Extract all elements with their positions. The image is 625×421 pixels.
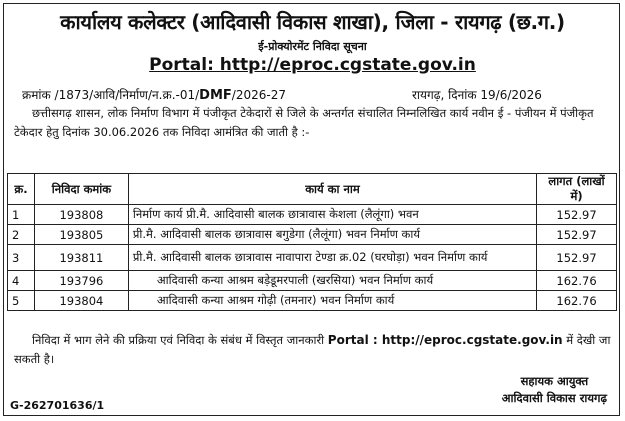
row-work-name: निर्माण कार्य प्री.मै. आदिवासी बालक छात्रावास केशला (लैलूंगा) भवन [128, 205, 536, 225]
row-work-name: प्री.मै. आदिवासी बालक छात्रावास नावापारा टेण्डा क्र.02 (घरघोड़ा) भवन निर्माण कार्य [128, 245, 536, 271]
row-tender-no: 193805 [34, 225, 128, 245]
row-sno: 2 [8, 225, 35, 245]
more-info-paragraph [14, 331, 614, 369]
more-info-text: निविदा में भाग लेने की प्रक्रिया एवं निविदा के संबंध में विस्तृत जानकारी [32, 333, 325, 347]
row-cost: 152.97 [537, 225, 617, 245]
row-tender-no: 193811 [34, 245, 128, 271]
row-tender-no: 193804 [34, 291, 128, 311]
table-row [8, 205, 617, 225]
reference-number-prefix: क्रमांक /1873/आवि/निर्माण/न.क्र.-01/ [22, 88, 200, 102]
reference-place-date: रायगढ़, दिनांक 19/6/2026 [412, 88, 542, 102]
row-work-name: आदिवासी कन्या आश्रम गोढ़ी (तमनार) भवन निर्माण कार्य [128, 291, 536, 311]
row-cost: 162.76 [537, 291, 617, 311]
reference-line [22, 86, 582, 103]
row-work-name: प्री.मै. आदिवासी बालक छात्रावास बगुडेगा (लैलूंगा) भवन निर्माण कार्य [128, 225, 536, 245]
header-sno: क्र. [8, 174, 35, 205]
header-tender-no: निविदा कमांक [34, 174, 128, 205]
table-row [8, 225, 617, 245]
reference-number-dmf: DMF [199, 88, 232, 103]
row-sno: 1 [8, 205, 35, 225]
more-info-text-end: में देखी जा सकती है। [14, 333, 611, 366]
table-header-row [8, 174, 617, 205]
row-cost: 152.97 [537, 205, 617, 225]
row-cost: 152.97 [537, 245, 617, 271]
row-cost: 162.76 [537, 271, 617, 291]
table-row [8, 245, 617, 271]
reference-number-suffix: /2026-27 [231, 88, 286, 102]
signatory-designation: सहायक आयुक्त [520, 374, 589, 388]
row-sno: 4 [8, 271, 35, 291]
header-work-name: कार्य का नाम [128, 174, 536, 205]
ad-code: G-262701636/1 [10, 399, 105, 412]
notice-type: ई-प्रोक्योरमेंट निविदा सूचना [258, 40, 367, 53]
row-work-name: आदिवासी कन्या आश्रम बड़ेडूमरपाली (खरसिया) भवन निर्माण कार्य [128, 271, 536, 291]
more-info-portal-link[interactable]: Portal : http://eproc.cgstate.gov.in [327, 333, 563, 347]
row-sno: 3 [8, 245, 35, 271]
portal-heading [0, 55, 625, 75]
table-row [8, 291, 617, 311]
portal-heading-link[interactable]: Portal: http://eproc.cgstate.gov.in [149, 55, 476, 75]
header-cost: लागत (लाखों में) [537, 174, 617, 205]
table-row [8, 271, 617, 291]
row-tender-no: 193796 [34, 271, 128, 291]
row-sno: 5 [8, 291, 35, 311]
signatory-office: आदिवासी विकास रायगढ़ [501, 391, 607, 405]
intro-paragraph: छत्तीसगढ़ शासन, लोक निर्माण विभाग में पंजीकृत टेकेदारों से जिले के अन्तर्गत संचालित निम्नलिखित कार्य नवीन ई - पंजीयन में पंजीकृत टेकेदार हेतु दिनांक 30.06.2026 तक निविदा आमंत्रित की जाती है :- [14, 106, 594, 139]
row-tender-no: 193808 [34, 205, 128, 225]
signatory-block [502, 373, 607, 407]
office-title: कार्यालय कलेक्टर (आदिवासी विकास शाखा), जिला - रायगढ़ (छ.ग.) [60, 10, 565, 34]
tender-table [7, 173, 617, 311]
